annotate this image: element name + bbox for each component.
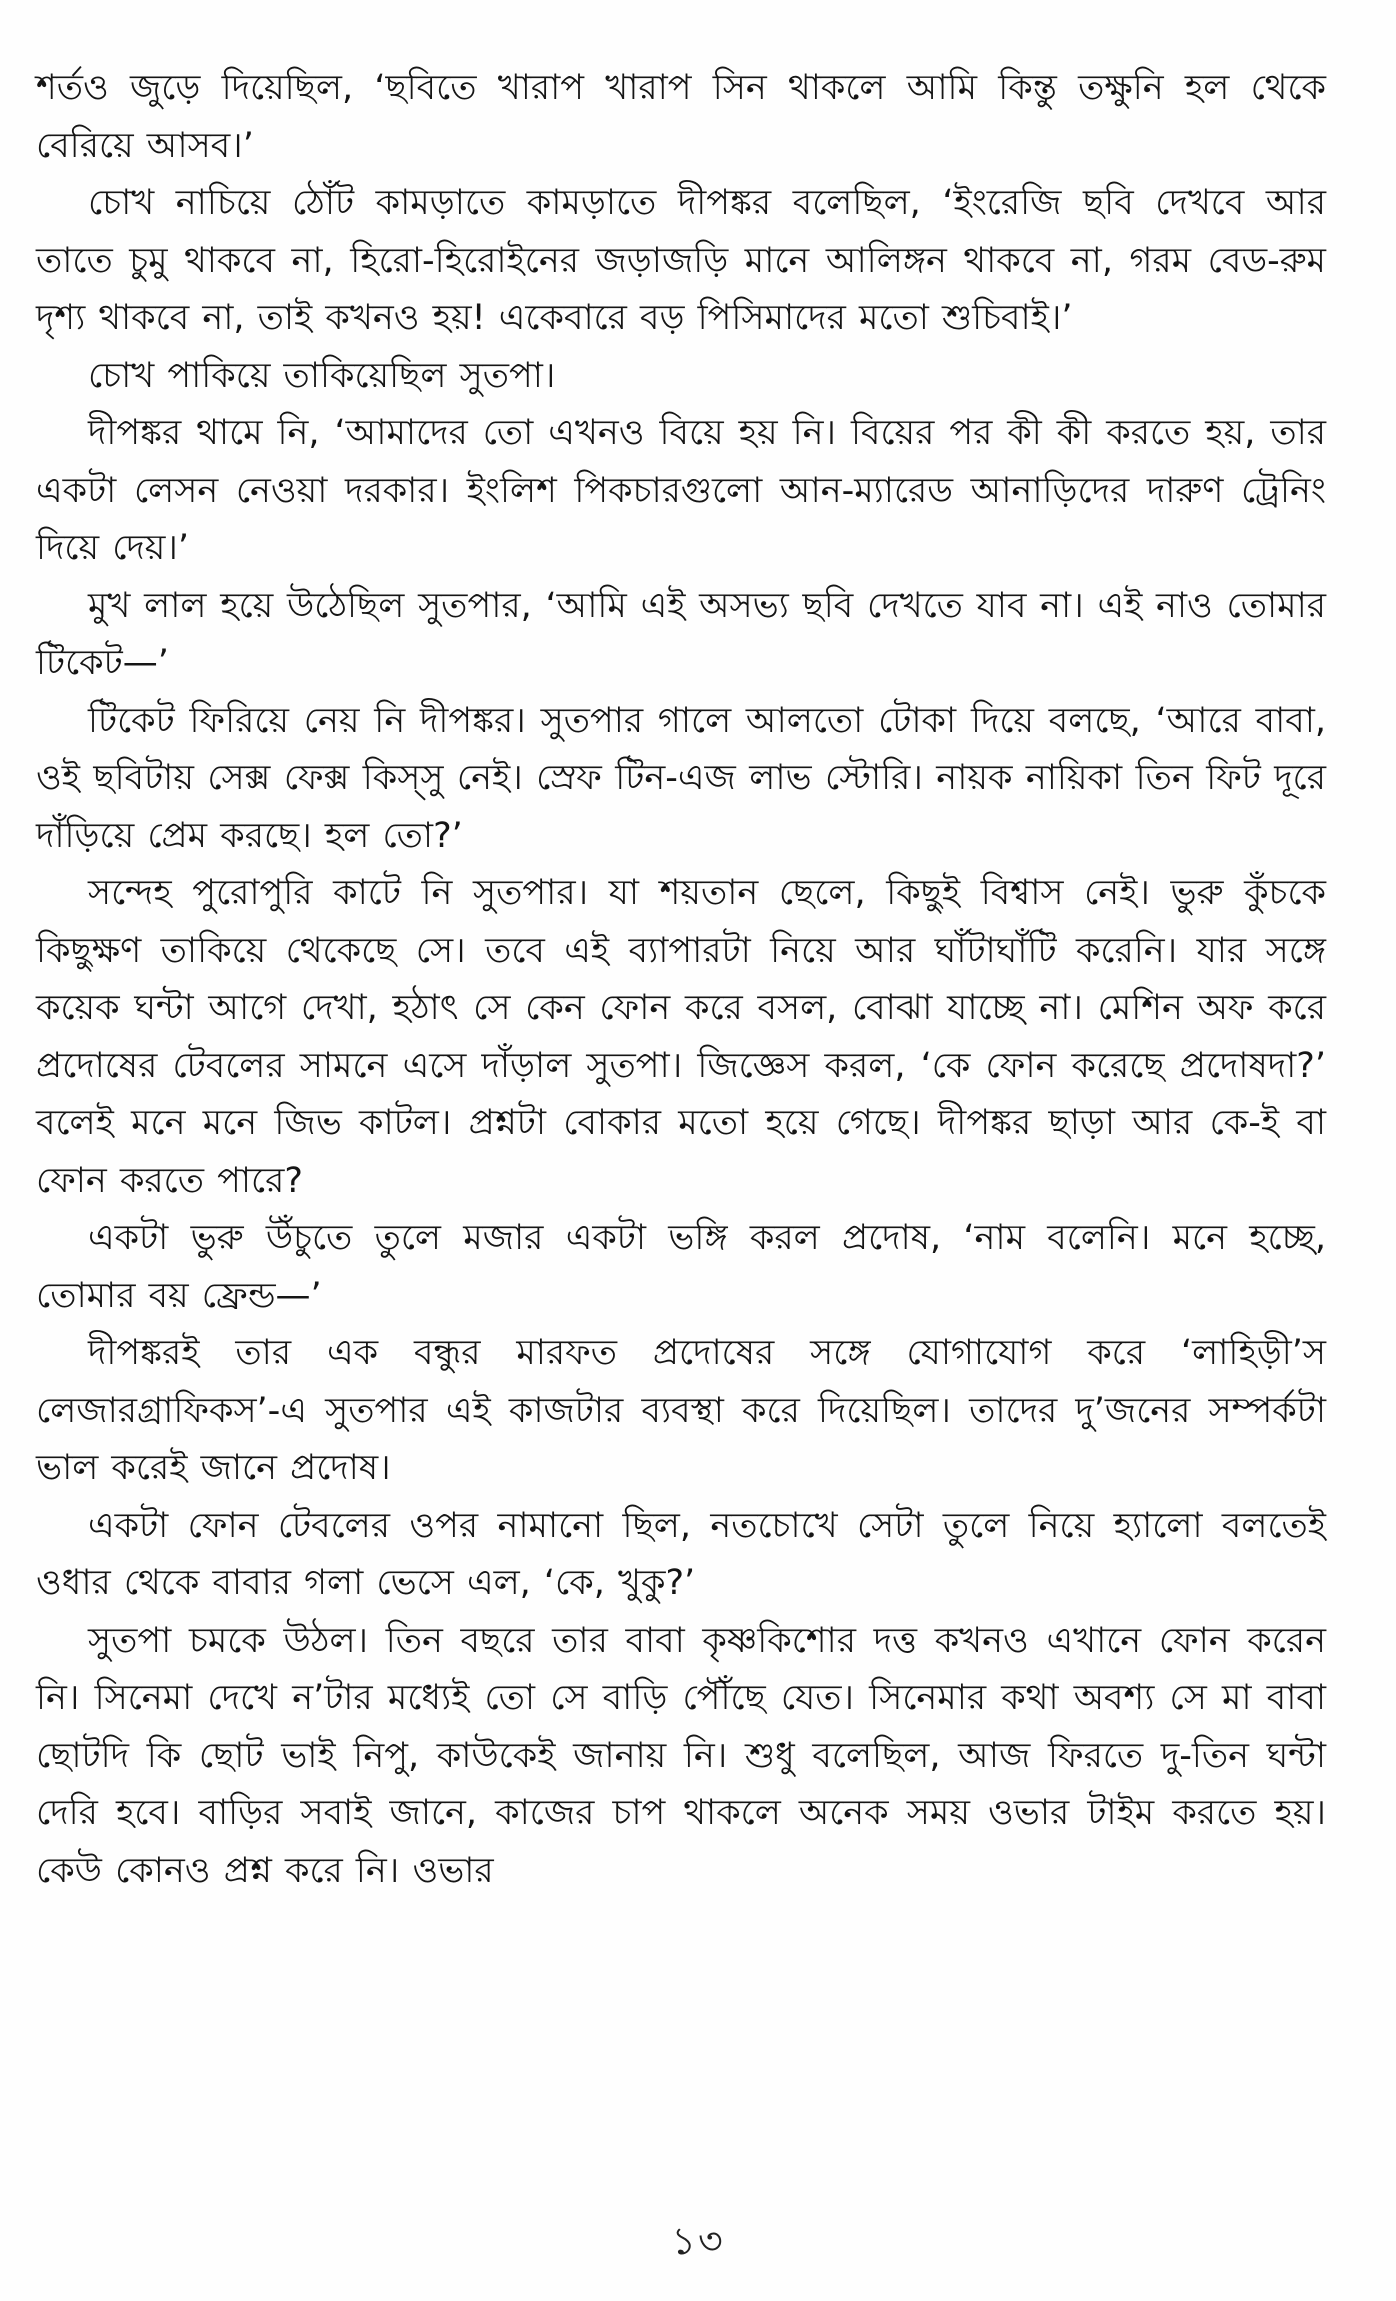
paragraph-8: একটা ভুরু উঁচুতে তুলে মজার একটা ভঙ্গি করল প্রদোষ, ‘নাম বলেনি। মনে হচ্ছে, তোমার বয় ফ্রেন্ড—’ — [36, 1218, 1326, 1316]
paragraph-10: একটা ফোন টেবলের ওপর নামানো ছিল, নতচোখে সেটা তুলে নিয়ে হ্যালো বলতেই ওধার থেকে বাবার গলা ভেসে এল, ‘কে, খুকু?’ — [36, 1505, 1326, 1603]
paragraph-5: মুখ লাল হয়ে উঠেছিল সুতপার, ‘আমি এই অসভ্য ছবি দেখতে যাব না। এই নাও তোমার টিকেট—’ — [36, 585, 1326, 683]
paragraph-11: সুতপা চমকে উঠল। তিন বছরে তার বাবা কৃষ্ণকিশোর দত্ত কখনও এখানে ফোন করেন নি। সিনেমা দেখে ন’টার মধ্যেই তো সে বাড়ি পৌঁছে যেত। সিনেমার কথা অবশ্য সে মা বাবা ছোটদি কি ছোট ভাই নিপু, কাউকেই জানায় নি। শুধু বলেছিল, আজ ফিরতে দু-তিন ঘন্টা দেরি হবে। বাড়ির সবাই জানে, কাজের চাপ থাকলে অনেক সময় ওভার টাইম করতে হয়। কেউ কোনও প্রশ্ন করে নি। ওভার — [36, 1620, 1326, 1891]
paragraph-3: চোখ পাকিয়ে তাকিয়েছিল সুতপা। — [88, 355, 556, 396]
page-body — [36, 60, 1326, 1900]
paragraph-9: দীপঙ্করই তার এক বন্ধুর মারফত প্রদোষের সঙ্গে যোগাযোগ করে ‘লাহিড়ী’স লেজারগ্রাফিকস’-এ সুতপার এই কাজটার ব্যবস্থা করে দিয়েছিল। তাদের দু’জনের সম্পর্কটা ভাল করেই জানে প্রদোষ। — [36, 1333, 1326, 1488]
paragraph-6: টিকেট ফিরিয়ে নেয় নি দীপঙ্কর। সুতপার গালে আলতো টোকা দিয়ে বলছে, ‘আরে বাবা, ওই ছবিটায় সেক্স ফেক্স কিস্সু নেই। স্রেফ টিন-এজ লাভ স্টোরি। নায়ক নায়িকা তিন ফিট দূরে দাঁড়িয়ে প্রেম করছে। হল তো?’ — [36, 700, 1326, 856]
page-number: ১৩ — [671, 2219, 725, 2263]
paragraph-2: চোখ নাচিয়ে ঠোঁট কামড়াতে কামড়াতে দীপঙ্কর বলেছিল, ‘ইংরেজি ছবি দেখবে আর তাতে চুমু থাকবে না, হিরো-হিরোইনের জড়াজড়ি মানে আলিঙ্গন থাকবে না, গরম বেড-রুম দৃশ্য থাকবে না, তাই কখনও হয়! একেবারে বড় পিসিমাদের মতো শুচিবাই।’ — [36, 183, 1326, 338]
paragraph-7: সন্দেহ পুরোপুরি কাটে নি সুতপার। যা শয়তান ছেলে, কিছুই বিশ্বাস নেই। ভুরু কুঁচকে কিছুক্ষণ তাকিয়ে থেকেছে সে। তবে এই ব্যাপারটা নিয়ে আর ঘাঁটাঘাঁটি করেনি। যার সঙ্গে কয়েক ঘন্টা আগে দেখা, হঠাৎ সে কেন ফোন করে বসল, বোঝা যাচ্ছে না। মেশিন অফ করে প্রদোষের টেবলের সামনে এসে দাঁড়াল সুতপা। জিজ্ঞেস করল, ‘কে ফোন করেছে প্রদোষদা?’ বলেই মনে মনে জিভ কাটল। প্রশ্নটা বোকার মতো হয়ে গেছে। দীপঙ্কর ছাড়া আর কে-ই বা ফোন করতে পারে? — [36, 873, 1326, 1201]
paragraph-4: দীপঙ্কর থামে নি, ‘আমাদের তো এখনও বিয়ে হয় নি। বিয়ের পর কী কী করতে হয়, তার একটা লেসন নেওয়া দরকার। ইংলিশ পিকচারগুলো আন-ম্যারেড আনাড়িদের দারুণ ট্রেনিং দিয়ে দেয়।’ — [36, 413, 1326, 568]
paragraph-1: শর্তও জুড়ে দিয়েছিল, ‘ছবিতে খারাপ খারাপ সিন থাকলে আমি কিন্তু তক্ষুনি হল থেকে বেরিয়ে আসব।’ — [36, 68, 1326, 166]
